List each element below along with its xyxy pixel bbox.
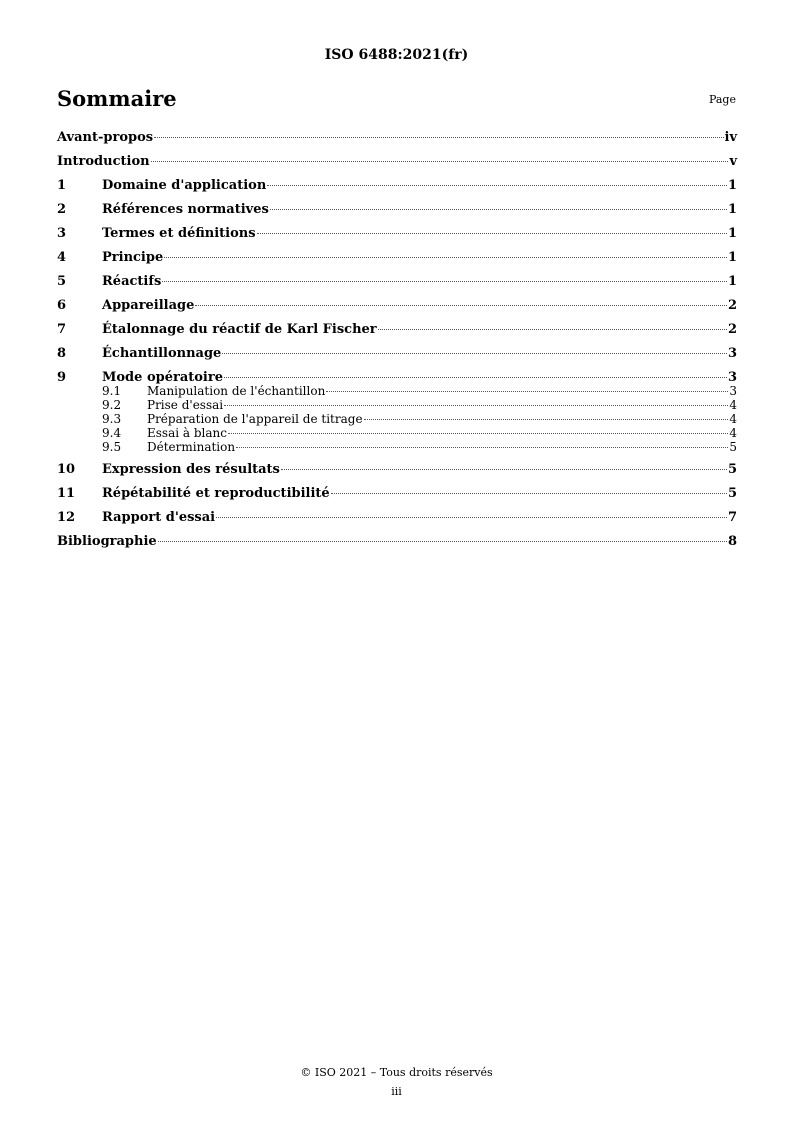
dot-leader [228, 433, 728, 434]
toc-heading: Sommaire [57, 86, 177, 111]
dot-leader [158, 541, 727, 542]
toc-entry-page: 3 [727, 370, 737, 385]
dot-leader [164, 257, 727, 258]
toc-subentry-title: Manipulation de l'échantillon [147, 384, 326, 398]
dot-leader [236, 447, 728, 448]
dot-leader [195, 305, 727, 306]
toc-entry-page: 8 [727, 534, 737, 549]
toc-entry-number: 12 [57, 510, 76, 525]
toc-entry-title: Échantillonnage [102, 346, 222, 361]
toc-entry-page: 7 [727, 510, 737, 525]
dot-leader [216, 517, 727, 518]
toc-entry-number: 3 [57, 226, 67, 241]
toc-entry-number: 4 [57, 250, 67, 265]
toc-entry-title: Expression des résultats [102, 462, 280, 477]
dot-leader [364, 419, 729, 420]
toc-subentry-number: 9.3 [102, 412, 122, 426]
toc-entry-page: v [729, 154, 737, 169]
dot-leader [162, 281, 727, 282]
toc-entry-number: 7 [57, 322, 67, 337]
toc-entry-title: Rapport d'essai [102, 510, 216, 525]
toc-entry-7[interactable] [57, 320, 737, 344]
toc-entry-8[interactable] [57, 344, 737, 368]
toc-subentry-number: 9.5 [102, 440, 122, 454]
toc-entry-title: Bibliographie [57, 534, 157, 549]
dot-leader [151, 161, 729, 162]
toc-subentry-9-3[interactable] [57, 412, 737, 426]
toc-entry-11[interactable] [57, 484, 737, 508]
toc-subentry-number: 9.2 [102, 398, 122, 412]
toc-entry-4[interactable] [57, 248, 737, 272]
toc-entry-number: 10 [57, 462, 76, 477]
toc-entry-10[interactable] [57, 460, 737, 484]
dot-leader [326, 391, 728, 392]
dot-leader [378, 329, 727, 330]
toc-entry-page: 1 [727, 250, 737, 265]
toc-entry-avant-propos[interactable] [57, 128, 737, 152]
toc-entry-title: Mode opératoire [102, 370, 223, 385]
toc-entry-page: 1 [727, 178, 737, 193]
toc-subentry-page: 4 [729, 398, 737, 412]
toc-entry-title: Étalonnage du réactif de Karl Fischer [102, 322, 377, 337]
toc-entry-page: 1 [727, 226, 737, 241]
toc-entry-number: 8 [57, 346, 67, 361]
toc-entry-5[interactable] [57, 272, 737, 296]
toc-subentry-number: 9.4 [102, 426, 122, 440]
toc-entry-title: Introduction [57, 154, 150, 169]
toc-entry-page: 1 [727, 274, 737, 289]
dot-leader [224, 405, 728, 406]
toc-entry-introduction[interactable] [57, 152, 737, 176]
toc-entry-page: 2 [727, 322, 737, 337]
toc-entry-number: 5 [57, 274, 67, 289]
toc-entry-3[interactable] [57, 224, 737, 248]
toc-subentry-title: Essai à blanc [147, 426, 227, 440]
toc-subentry-page: 4 [729, 412, 737, 426]
toc-entry-title: Répétabilité et reproductibilité [102, 486, 330, 501]
toc-subentry-page: 4 [729, 426, 737, 440]
toc-entry-number: 6 [57, 298, 67, 313]
toc-entry-bibliographie[interactable] [57, 532, 737, 556]
toc-entry-page: 5 [727, 486, 737, 501]
toc-subentry-title: Détermination [147, 440, 236, 454]
toc-entry-title: Appareillage [102, 298, 195, 313]
toc-entry-number: 2 [57, 202, 67, 217]
toc-entry-number: 1 [57, 178, 67, 193]
toc-entry-title: Réactifs [102, 274, 162, 289]
toc-subentry-title: Préparation de l'appareil de titrage [147, 412, 363, 426]
toc-entry-1[interactable] [57, 176, 737, 200]
toc-entry-page: 1 [727, 202, 737, 217]
toc-entry-12[interactable] [57, 508, 737, 532]
dot-leader [154, 137, 723, 138]
toc-entry-2[interactable] [57, 200, 737, 224]
toc-entry-number: 11 [57, 486, 76, 501]
toc-subentry-page: 3 [729, 384, 737, 398]
page-column-label: Page [708, 93, 736, 106]
dot-leader [281, 469, 727, 470]
page-number: iii [391, 1085, 402, 1098]
dot-leader [331, 493, 727, 494]
dot-leader [222, 353, 727, 354]
toc-subentry-9-1[interactable] [57, 384, 737, 398]
toc-entry-number: 9 [57, 370, 67, 385]
toc-entry-6[interactable] [57, 296, 737, 320]
toc-subentry-9-5[interactable] [57, 440, 737, 454]
toc-subentry-9-4[interactable] [57, 426, 737, 440]
toc-entry-page: iv [724, 130, 737, 145]
dot-leader [224, 377, 727, 378]
toc-subentry-number: 9.1 [102, 384, 122, 398]
toc-subentry-title: Prise d'essai [147, 398, 224, 412]
toc-entry-9[interactable] [57, 368, 737, 384]
dot-leader [270, 209, 727, 210]
toc-entry-title: Références normatives [102, 202, 269, 217]
toc-entry-title: Principe [102, 250, 164, 265]
toc-entry-page: 3 [727, 346, 737, 361]
toc-entry-page: 2 [727, 298, 737, 313]
document-code: ISO 6488:2021(fr) [324, 47, 469, 63]
dot-leader [257, 233, 727, 234]
dot-leader [267, 185, 727, 186]
table-of-contents [57, 128, 737, 556]
toc-entry-title: Avant-propos [57, 130, 154, 145]
toc-subentry-9-2[interactable] [57, 398, 737, 412]
toc-entry-page: 5 [727, 462, 737, 477]
copyright-notice: © ISO 2021 – Tous droits réservés [300, 1066, 493, 1079]
toc-entry-title: Domaine d'application [102, 178, 267, 193]
toc-subentry-page: 5 [729, 440, 737, 454]
toc-entry-title: Termes et définitions [102, 226, 256, 241]
